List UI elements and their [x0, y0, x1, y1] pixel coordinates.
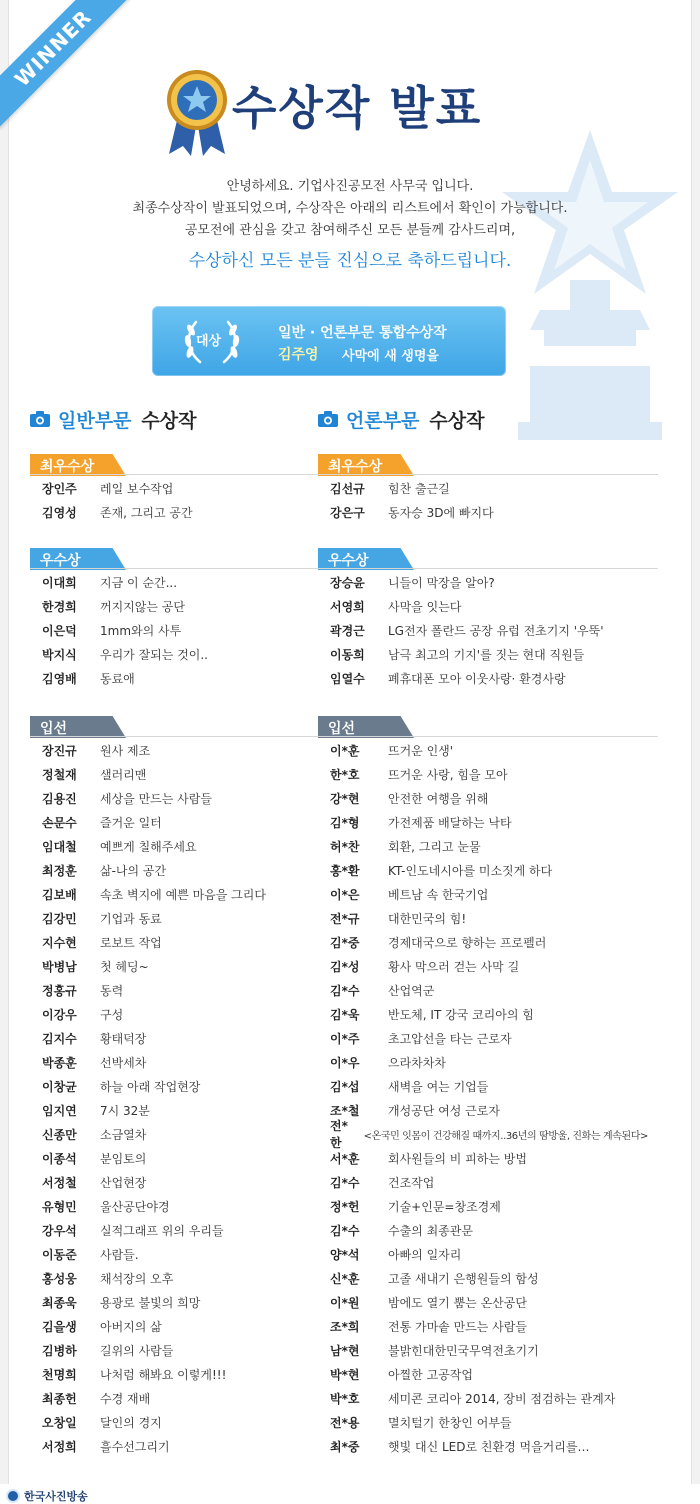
work-title: 기술+인문=창조경제	[388, 1199, 501, 1214]
winner-name: 김*수	[330, 1223, 360, 1238]
winner-name: 최종헌	[42, 1391, 77, 1406]
work-title: 수경 재배	[100, 1391, 151, 1406]
winner-row	[30, 666, 360, 690]
winner-row	[318, 906, 648, 930]
winner-row	[318, 1026, 648, 1050]
press-division	[318, 402, 648, 1454]
winner-row	[318, 594, 648, 618]
winner-name: 박지식	[42, 647, 77, 662]
work-title: 나처럼 해봐요 이렇게!!!	[100, 1367, 227, 1382]
winner-row	[318, 618, 648, 642]
award-tab-excellent: 우수상	[318, 548, 418, 570]
winner-name: 서*훈	[330, 1151, 360, 1166]
work-title: 첫 헤딩~	[100, 959, 149, 974]
winner-name: 정홍규	[42, 983, 77, 998]
winner-row	[30, 1386, 360, 1410]
winner-name: 김*중	[330, 935, 360, 950]
winner-row	[30, 1434, 360, 1458]
winner-row	[30, 858, 360, 882]
work-title: 예쁘게 칠해주세요	[100, 839, 197, 854]
division-suffix: 수상작	[141, 409, 197, 432]
work-title: 분임토의	[100, 1151, 147, 1166]
work-title: 안전한 여행을 위해	[388, 791, 489, 806]
work-title: 황태덕장	[100, 1031, 147, 1046]
grand-prize-box	[152, 306, 506, 376]
work-title: 7시 32분	[100, 1103, 150, 1118]
winner-row	[30, 500, 360, 524]
winner-row	[318, 1050, 648, 1074]
work-title: 즐거운 일터	[100, 815, 162, 830]
work-title: 폐휴대폰 모아 이웃사랑· 환경사랑	[388, 671, 566, 686]
work-title: 레일 보수작업	[100, 481, 174, 496]
winner-row	[30, 1002, 360, 1026]
winner-name: 강우석	[42, 1223, 77, 1238]
winner-name: 곽경근	[330, 623, 365, 638]
winner-row	[318, 1194, 648, 1218]
winner-row	[30, 978, 360, 1002]
work-title: 구성	[100, 1007, 124, 1022]
winner-name: 이종석	[42, 1151, 77, 1166]
winner-row	[30, 930, 360, 954]
winner-name: 오창일	[42, 1415, 77, 1430]
work-title: 삶-나의 공간	[100, 863, 167, 878]
winner-name: 이동희	[330, 647, 365, 662]
winner-name: 서영희	[330, 599, 365, 614]
work-title: 멸치털기 한창인 어부들	[388, 1415, 512, 1430]
winner-row	[318, 1410, 648, 1434]
winner-name: 허*찬	[330, 839, 360, 854]
grand-prize-winner: 김주영	[278, 347, 319, 363]
winner-name: 장인주	[42, 481, 77, 496]
award-list	[30, 738, 360, 1458]
winner-row	[318, 1290, 648, 1314]
winner-row	[30, 476, 360, 500]
winner-row	[30, 1194, 360, 1218]
winner-row	[30, 1338, 360, 1362]
winner-row	[318, 1002, 648, 1026]
winner-row	[318, 930, 648, 954]
division-suffix: 수상작	[429, 409, 485, 432]
winner-name: 김*욱	[330, 1007, 360, 1022]
winner-row	[30, 1170, 360, 1194]
winner-row	[30, 1146, 360, 1170]
work-title: 원사 제조	[100, 743, 151, 758]
work-title: 사막을 잇는다	[388, 599, 462, 614]
work-title: 니들이 막장을 알아?	[388, 575, 495, 590]
winner-name: 김선규	[330, 481, 365, 496]
winner-row	[30, 642, 360, 666]
winner-ribbon: WINNER	[0, 0, 133, 128]
winner-name: 김*성	[330, 959, 360, 974]
winner-row	[30, 570, 360, 594]
award-tab-best: 최우수상	[318, 454, 418, 476]
winner-row	[318, 834, 648, 858]
work-title: 기업과 동료	[100, 911, 162, 926]
work-title: 동자승 3D에 빠지다	[388, 505, 494, 520]
winner-row	[318, 762, 648, 786]
winner-name: 김병하	[42, 1343, 77, 1358]
winner-row	[318, 810, 648, 834]
work-title: 존재, 그리고 공간	[100, 505, 193, 520]
work-title: 경제대국으로 향하는 프로펠러	[388, 935, 547, 950]
work-title: <온국민 잇몸이 건강해질 때까지..36년의 땀방울, 진화는 계속된다>	[363, 1130, 648, 1142]
press-excellent-section	[318, 548, 648, 690]
winner-row	[318, 642, 648, 666]
general-selected-section	[30, 716, 360, 1458]
award-tab-best: 최우수상	[30, 454, 130, 476]
winner-row	[318, 1074, 648, 1098]
footer	[0, 1484, 700, 1504]
winner-name: 이*주	[330, 1031, 360, 1046]
award-list	[318, 476, 648, 524]
winner-name: 한*호	[330, 767, 360, 782]
winner-name: 강은구	[330, 505, 365, 520]
winner-name: 전*용	[330, 1415, 360, 1430]
grand-prize-badge: 대상	[196, 334, 222, 349]
work-title: 산업현장	[100, 1175, 147, 1190]
winner-row	[318, 978, 648, 1002]
winner-row	[318, 666, 648, 690]
work-title: 베트남 속 한국기업	[388, 887, 489, 902]
award-list	[318, 570, 648, 690]
winner-row	[30, 1290, 360, 1314]
work-title: 개성공단 여성 근로자	[388, 1103, 500, 1118]
work-title: 흘수선그리기	[100, 1439, 170, 1454]
work-title: 선박세차	[100, 1055, 147, 1070]
work-title: 달인의 경지	[100, 1415, 162, 1430]
winner-row	[30, 1218, 360, 1242]
winner-name: 이*우	[330, 1055, 360, 1070]
footer-logo-text: 한국사진방송	[24, 1490, 88, 1503]
winner-name: 장진규	[42, 743, 77, 758]
winner-name: 정철재	[42, 767, 77, 782]
winner-row	[318, 1314, 648, 1338]
winner-row	[318, 1434, 648, 1458]
winner-name: 전*규	[330, 911, 360, 926]
winner-row	[30, 882, 360, 906]
award-tab-selected: 입선	[30, 716, 130, 738]
work-title: 샐러리맨	[100, 767, 147, 782]
winner-name: 이동준	[42, 1247, 77, 1262]
winner-row	[318, 882, 648, 906]
work-title: 울산공단야경	[100, 1199, 170, 1214]
work-title: 로보트 작업	[100, 935, 162, 950]
winner-name: 이*은	[330, 887, 360, 902]
winner-name: 김*섭	[330, 1079, 360, 1094]
winner-name: 최*중	[330, 1439, 360, 1454]
winner-row	[318, 570, 648, 594]
winner-row	[30, 1362, 360, 1386]
winner-row	[318, 1338, 648, 1362]
winner-name: 강*현	[330, 791, 360, 806]
winner-row	[318, 1386, 648, 1410]
work-title: 밤에도 열기 뿜는 온산공단	[388, 1295, 527, 1310]
work-title: 고졸 새내기 은행원들의 함성	[388, 1271, 539, 1286]
winner-name: 임지연	[42, 1103, 77, 1118]
winner-name: 김영성	[42, 505, 77, 520]
winner-name: 유형민	[42, 1199, 77, 1214]
winner-row	[30, 1074, 360, 1098]
winner-name: 신*훈	[330, 1271, 360, 1286]
intro-line: 공모전에 관심을 갖고 참여해주신 모든 분들께 감사드리며,	[184, 223, 516, 238]
winner-row	[30, 786, 360, 810]
grand-prize-work: 사막에 새 생명을	[342, 349, 439, 364]
division-name: 일반부문	[58, 409, 132, 432]
work-title: LG전자 폴란드 공장 유럽 전초기지 '우뚝'	[388, 623, 604, 638]
winner-name: 장승윤	[330, 575, 365, 590]
winner-name: 이대희	[42, 575, 77, 590]
work-title: 지금 이 순간...	[100, 575, 178, 590]
work-title: 소금열차	[100, 1127, 147, 1142]
winner-name: 이*원	[330, 1295, 360, 1310]
winner-name: 조*철	[330, 1103, 360, 1118]
winner-name: 천명희	[42, 1367, 77, 1382]
winner-row	[318, 1362, 648, 1386]
press-best-section	[318, 454, 648, 524]
work-title: 햇빛 대신 LED로 친환경 먹을거리를…	[388, 1439, 590, 1454]
winner-row	[30, 738, 360, 762]
winner-name: 김영배	[42, 671, 77, 686]
winner-row	[30, 1266, 360, 1290]
work-title: 대한민국의 힘!	[388, 911, 467, 926]
work-title: 초고압선을 타는 근로자	[388, 1031, 512, 1046]
winner-name: 김을생	[42, 1319, 77, 1334]
winner-name: 이창균	[42, 1079, 77, 1094]
winner-name: 홍*환	[330, 863, 360, 878]
work-title: 회사원들의 비 피하는 방법	[388, 1151, 527, 1166]
work-title: 뜨거운 인생'	[388, 743, 454, 758]
work-title: 채석장의 오후	[100, 1271, 174, 1286]
winner-name: 서정철	[42, 1175, 77, 1190]
work-title: 동료애	[100, 671, 135, 686]
work-title: 우리가 잘되는 것이..	[100, 647, 208, 662]
winner-name: 지수현	[42, 935, 77, 950]
award-tab-selected: 입선	[318, 716, 418, 738]
work-title: 용광로 불빛의 희망	[100, 1295, 201, 1310]
work-title: 으라차차차	[388, 1055, 446, 1070]
winner-row	[318, 1242, 648, 1266]
award-list	[30, 476, 360, 524]
work-title: 뜨거운 사랑, 힘을 모아	[388, 767, 508, 782]
winner-row	[318, 738, 648, 762]
winner-row	[318, 1170, 648, 1194]
winner-name: 임열수	[330, 671, 365, 686]
winner-name: 이은덕	[42, 623, 77, 638]
work-title: 건조작업	[388, 1175, 435, 1190]
winner-name: 박*현	[330, 1367, 360, 1382]
winner-row	[30, 1050, 360, 1074]
winner-name: 김*수	[330, 983, 360, 998]
winner-name: 한경희	[42, 599, 77, 614]
general-best-section	[30, 454, 360, 524]
work-title: 속초 벽지에 예쁜 마음을 그리다	[100, 887, 266, 902]
winner-row	[30, 1098, 360, 1122]
intro-text	[0, 176, 700, 274]
winner-name: 김*형	[330, 815, 360, 830]
press-selected-section	[318, 716, 648, 1458]
winner-row	[318, 1119, 648, 1150]
winner-name: 박병남	[42, 959, 77, 974]
winner-row	[318, 500, 648, 524]
work-title: 아찔한 고공작업	[388, 1367, 473, 1382]
winner-name: 박*호	[330, 1391, 360, 1406]
work-title: 전통 가마솥 만드는 사람들	[388, 1319, 527, 1334]
winner-name: 손문수	[42, 815, 77, 830]
winner-row	[30, 1314, 360, 1338]
winner-row	[318, 954, 648, 978]
winner-name: 박종훈	[42, 1055, 77, 1070]
work-title: 길위의 사람들	[100, 1343, 174, 1358]
division-name: 언론부문	[346, 409, 420, 432]
winner-name: 남*현	[330, 1343, 360, 1358]
work-title: 세미콘 코리아 2014, 장비 점검하는 관계자	[388, 1391, 616, 1406]
intro-line: 최종수상작이 발표되었으며, 수상작은 아래의 리스트에서 확인이 가능합니다.	[132, 201, 568, 216]
winner-row	[318, 476, 648, 500]
work-title: 반도체, IT 강국 코리아의 힘	[388, 1007, 534, 1022]
winner-name: 홍성웅	[42, 1271, 77, 1286]
work-title: 하늘 아래 작업현장	[100, 1079, 201, 1094]
work-title: 산업역군	[388, 983, 435, 998]
work-title: 동력	[100, 983, 124, 998]
winner-row	[30, 906, 360, 930]
winner-name: 김용진	[42, 791, 77, 806]
general-division-heading	[30, 402, 360, 436]
grand-prize-category: 일반 · 언론부문 통합수상작	[278, 325, 447, 341]
work-title: KT-인도네시아를 미소짓게 하다	[388, 863, 553, 878]
winner-row	[30, 810, 360, 834]
winner-row	[318, 786, 648, 810]
work-title: 황사 막으러 걷는 사막 길	[388, 959, 520, 974]
work-title: 가전제품 배달하는 낙타	[388, 815, 512, 830]
winner-row	[30, 762, 360, 786]
footer-logo	[6, 1488, 88, 1504]
winner-name: 김강민	[42, 911, 77, 926]
work-title: 회환, 그리고 눈물	[388, 839, 481, 854]
camera-icon	[318, 411, 338, 427]
winner-row	[318, 858, 648, 882]
winner-name: 김지수	[42, 1031, 77, 1046]
winner-row	[30, 594, 360, 618]
winner-name: 정*헌	[330, 1199, 360, 1214]
winner-name: 최정훈	[42, 863, 77, 878]
intro-line: 안녕하세요. 기업사진공모전 사무국 입니다.	[226, 179, 474, 194]
winner-name: 임대철	[42, 839, 77, 854]
broadcast-logo-icon	[6, 1489, 20, 1503]
winner-name: 양*석	[330, 1247, 360, 1262]
press-division-heading	[318, 402, 648, 436]
work-title: 힘찬 출근길	[388, 481, 450, 496]
winner-name: 김보배	[42, 887, 77, 902]
page-title: 수상작 발표	[232, 81, 483, 135]
winner-name: 전*한	[330, 1119, 348, 1150]
winner-row	[30, 1410, 360, 1434]
camera-icon	[30, 411, 50, 427]
winner-name: 이*훈	[330, 743, 360, 758]
award-list	[318, 738, 648, 1458]
medal-icon	[165, 68, 229, 156]
work-title: 실적그래프 위의 우리들	[100, 1223, 224, 1238]
award-tab-excellent: 우수상	[30, 548, 130, 570]
work-title: 새벽을 여는 기업들	[388, 1079, 489, 1094]
winner-row	[30, 954, 360, 978]
winner-row	[30, 1122, 360, 1146]
winner-name: 김*수	[330, 1175, 360, 1190]
work-title: 수출의 최종관문	[388, 1223, 473, 1238]
winner-row	[30, 1242, 360, 1266]
winner-name: 서정희	[42, 1439, 77, 1454]
winner-row	[318, 1266, 648, 1290]
winner-row	[318, 1146, 648, 1170]
congrats-message: 수상하신 모든 분들 진심으로 축하드립니다.	[188, 251, 512, 271]
winner-row	[30, 1026, 360, 1050]
work-title: 남극 최고의 기지'를 짓는 현대 직원들	[388, 647, 585, 662]
work-title: 세상을 만드는 사람들	[100, 791, 212, 806]
work-title: 불밝힌대한민국무역전초기기	[388, 1343, 539, 1358]
work-title: 아버지의 삶	[100, 1319, 162, 1334]
general-excellent-section	[30, 548, 360, 690]
winner-row	[318, 1098, 648, 1122]
work-title: 1mm와의 사투	[100, 623, 182, 638]
award-list	[30, 570, 360, 690]
winner-row	[30, 834, 360, 858]
winner-row	[30, 618, 360, 642]
winner-name: 최종욱	[42, 1295, 77, 1310]
work-title: 아빠의 일자리	[388, 1247, 462, 1262]
work-title: 꺼지지않는 공단	[100, 599, 185, 614]
winner-row	[318, 1218, 648, 1242]
work-title: 사람들.	[100, 1247, 139, 1262]
winner-name: 신종만	[42, 1127, 77, 1142]
winner-name: 이강우	[42, 1007, 77, 1022]
winner-name: 조*희	[330, 1319, 360, 1334]
